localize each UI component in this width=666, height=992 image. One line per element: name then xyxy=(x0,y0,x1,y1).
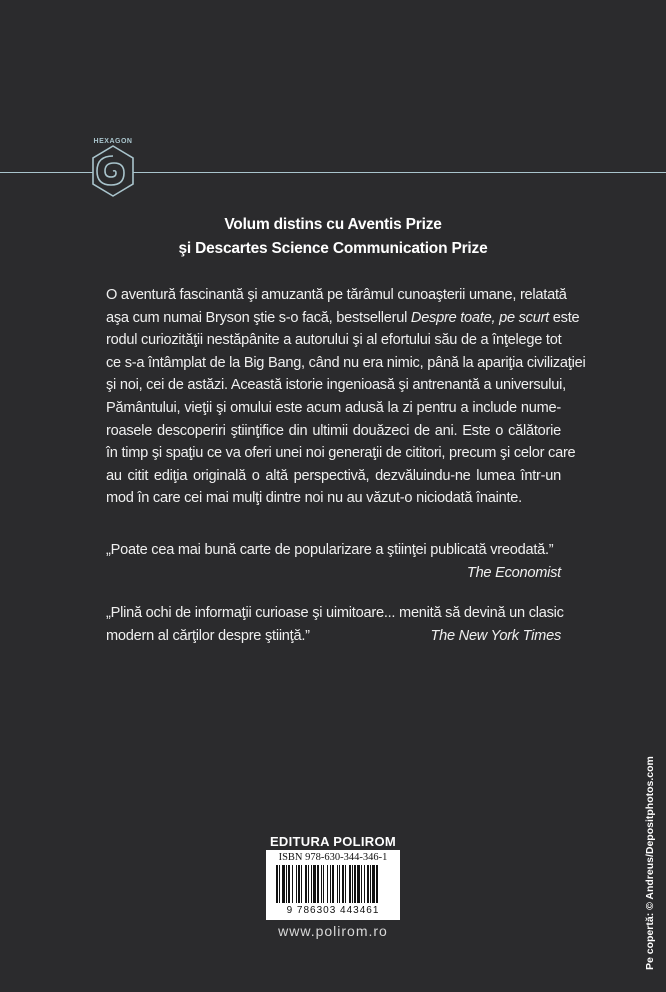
body-line: ce s-a întâmplat de la Big Bang, când nu era nimic, până la apariţia civilizaţiei xyxy=(106,354,586,371)
quote-text-line-1: „Plină ochi de informaţii curioase şi uimitoare... menită să devină un clasic xyxy=(106,605,564,621)
body-line: în timp şi spaţiu ce va oferi unei noi generaţii de cititori, precum şi celor care xyxy=(106,445,576,462)
quote-nyt xyxy=(106,602,564,647)
barcode-bar xyxy=(337,865,338,903)
barcode-bar xyxy=(364,865,365,903)
barcode-bar xyxy=(372,865,375,903)
isbn-barcode xyxy=(266,850,400,920)
barcode-bar xyxy=(305,865,307,903)
body-line: au citit ediţia originală o altă perspectivă, dezvăluindu-ne lumea într-un xyxy=(106,467,561,484)
barcode-bar xyxy=(279,865,280,903)
body-line-suffix: este xyxy=(549,309,580,326)
barcode-bar xyxy=(339,865,340,903)
barcode-number: 9 786303 443461 xyxy=(286,905,380,916)
book-title: Despre toate, pe scurt xyxy=(410,309,549,326)
barcode-bar xyxy=(301,865,302,903)
body-line-prefix: aşa cum numai Bryson ştie s-o facă, bestsellerul xyxy=(106,309,411,326)
barcode-bar xyxy=(370,865,371,903)
barcode-bar xyxy=(327,865,328,903)
award-line-2: şi Descartes Science Communication Prize xyxy=(178,240,488,257)
barcode-bar xyxy=(330,865,331,903)
hexagon-logo xyxy=(75,134,151,210)
barcode-bar xyxy=(345,865,346,903)
barcode-bar xyxy=(349,865,351,903)
barcode-bar xyxy=(298,865,300,903)
cover-credit-text: Pe copertă: © Andreus/Depositphotos.com xyxy=(644,756,656,970)
body-line: O aventură fascinantă şi amuzantă pe tărâmul cunoaşterii umane, relatată xyxy=(106,287,567,303)
barcode-bar xyxy=(361,865,362,903)
publisher-website[interactable]: www.polirom.ro xyxy=(278,923,388,939)
barcode-bar xyxy=(313,865,316,903)
barcode-bar xyxy=(311,865,312,903)
barcode-bar xyxy=(317,865,319,903)
barcode-bar xyxy=(332,865,334,903)
body-line: rodul curiozităţii nestăpânite a autorului şi al efortului său de a înţelege tot xyxy=(106,332,562,349)
body-line: Pământului, vieţii şi omului este acum adusă la zi pentru a include nume- xyxy=(106,399,561,416)
quote-source: The Economist xyxy=(466,564,561,581)
barcode-bar xyxy=(354,865,356,903)
barcode-bar xyxy=(286,865,287,903)
barcode-bar xyxy=(367,865,369,903)
barcode-bar xyxy=(323,865,324,903)
body-line: roasele descoperiri ştiinţifice din ultimii douăzeci de ani. Este o călătorie xyxy=(106,422,561,439)
body-line: şi noi, cei de astăzi. Această istorie ingenioasă şi antrenantă a universului, xyxy=(106,377,566,394)
quote-economist xyxy=(106,539,561,584)
barcode-bar xyxy=(352,865,353,903)
award-line-1: Volum distins cu Aventis Prize xyxy=(224,216,442,233)
quote-text-line-2: modern al cărţilor despre ştiinţă.” xyxy=(106,627,310,644)
barcode-bar xyxy=(357,865,360,903)
barcode-bar xyxy=(292,865,293,903)
award-heading xyxy=(0,213,666,261)
description-paragraph xyxy=(106,284,586,510)
barcode-bar xyxy=(296,865,297,903)
barcode-bar xyxy=(276,865,278,903)
barcode-bar xyxy=(288,865,290,903)
logo-text: HEXAGON xyxy=(93,138,133,145)
quote-source: The New York Times xyxy=(430,627,561,644)
quote-text: „Poate cea mai bună carte de popularizare a ştiinţei publicată vreodată.” xyxy=(106,542,554,558)
body-line: mod în care cei mai mulţi dintre noi nu au văzut-o niciodată înainte. xyxy=(106,490,522,507)
isbn-text: ISBN 978-630-344-346-1 xyxy=(278,852,388,863)
publisher-name: EDITURA POLIROM xyxy=(269,834,397,849)
barcode-bar xyxy=(321,865,322,903)
barcode-bar xyxy=(376,865,378,903)
barcode-bar xyxy=(342,865,344,903)
body-line xyxy=(106,307,580,330)
barcode-bar xyxy=(282,865,285,903)
barcode-bar xyxy=(308,865,309,903)
hexagon-spiral-icon xyxy=(75,134,151,210)
